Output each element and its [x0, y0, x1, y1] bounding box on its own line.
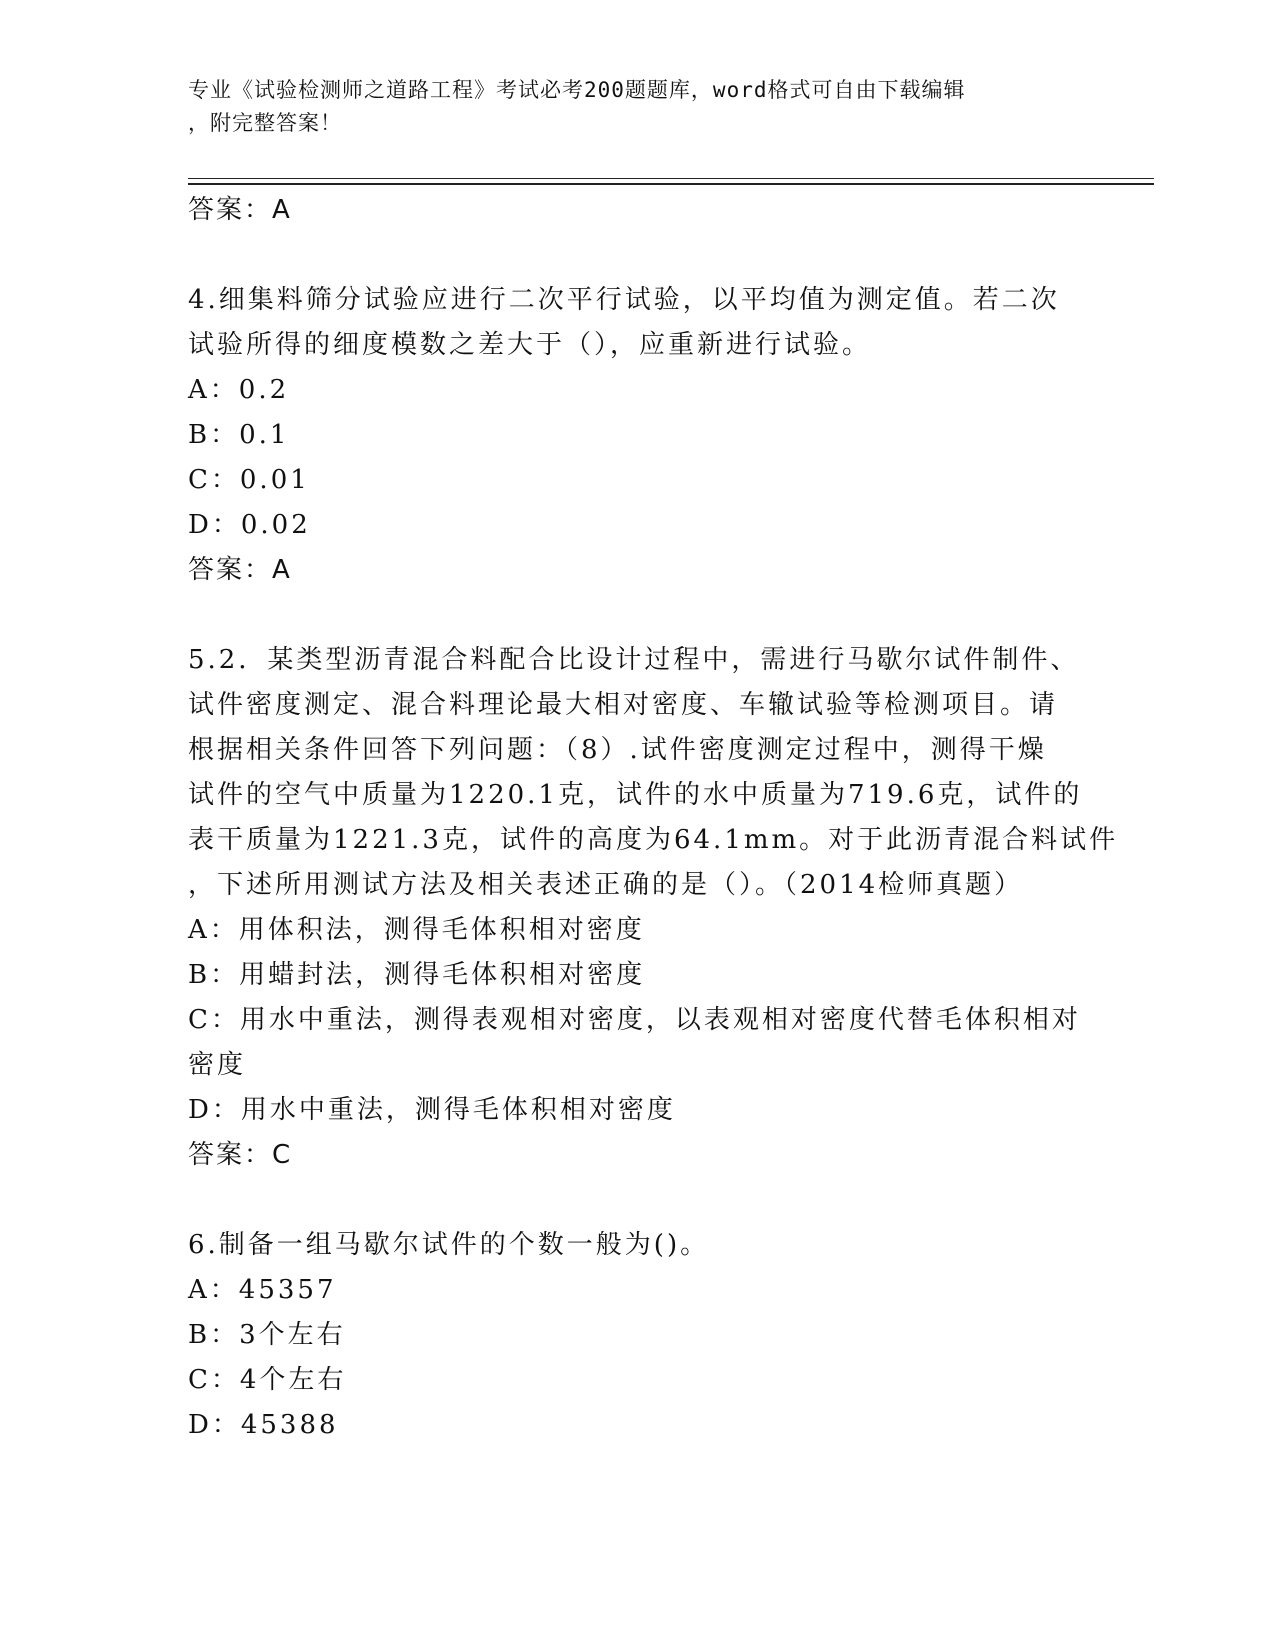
- question-item: [188, 278, 1088, 593]
- question-text-line: 试验所得的细度模数之差大于（），应重新进行试验。: [188, 330, 872, 360]
- header-rule-thin: [188, 178, 1154, 179]
- question-text-line: 试件密度测定、混合料理论最大相对密度、车辙试验等检测项目。请: [188, 690, 1059, 720]
- option-b: B：用蜡封法，测得毛体积相对密度: [188, 960, 646, 990]
- option-d: D：0.02: [188, 510, 311, 540]
- option-b: B：0.1: [188, 420, 290, 450]
- question-text-line: 表干质量为1221.3克，试件的高度为64.1mm。对于此沥青混合料试件: [188, 825, 1119, 855]
- option-a: A：用体积法，测得毛体积相对密度: [188, 915, 645, 945]
- option-d: D：45388: [188, 1410, 339, 1440]
- header-rule-thick: [188, 183, 1154, 185]
- spacer: [188, 593, 1088, 638]
- question-text-line: 根据相关条件回答下列问题：（8）.试件密度测定过程中，测得干燥: [188, 735, 1047, 765]
- spacer: [188, 1178, 1088, 1223]
- question-text-line: 试件的空气中质量为1220.1克，试件的水中质量为719.6克，试件的: [188, 780, 1083, 810]
- option-d: D：用水中重法，测得毛体积相对密度: [188, 1095, 676, 1125]
- question-text-line: ，下述所用测试方法及相关表述正确的是（）。（2014检师真题）: [188, 870, 1024, 900]
- spacer: [188, 233, 1088, 278]
- answer-line: 答案：A: [188, 195, 292, 225]
- question-text-line: 6.制备一组马歇尔试件的个数一般为()。: [188, 1230, 710, 1260]
- option-c: C：4个左右: [188, 1365, 347, 1395]
- option-a: A：45357: [188, 1275, 337, 1305]
- option-a: A：0.2: [188, 375, 290, 405]
- header-line-1: 专业《试验检测师之道路工程》考试必考200题题库，word格式可自由下载编辑: [188, 78, 966, 102]
- question-item: [188, 1223, 1088, 1448]
- question-item: [188, 638, 1119, 1178]
- question-list: [188, 188, 1119, 1448]
- question-text-line: 5.2．某类型沥青混合料配合比设计过程中，需进行马歇尔试件制件、: [188, 645, 1080, 675]
- option-c: C：用水中重法，测得表观相对密度，以表观相对密度代替毛体积相对: [188, 1005, 1081, 1035]
- question-text-line: 4.细集料筛分试验应进行二次平行试验，以平均值为测定值。若二次: [188, 285, 1060, 315]
- document-header: [188, 74, 1068, 140]
- answer-line: 答案：A: [188, 555, 292, 585]
- option-b: B：3个左右: [188, 1320, 346, 1350]
- header-line-2: ，附完整答案！: [188, 111, 342, 135]
- answer-line: 答案：C: [188, 1140, 293, 1170]
- option-c: C：0.01: [188, 465, 310, 495]
- option-c-continued: 密度: [188, 1050, 247, 1080]
